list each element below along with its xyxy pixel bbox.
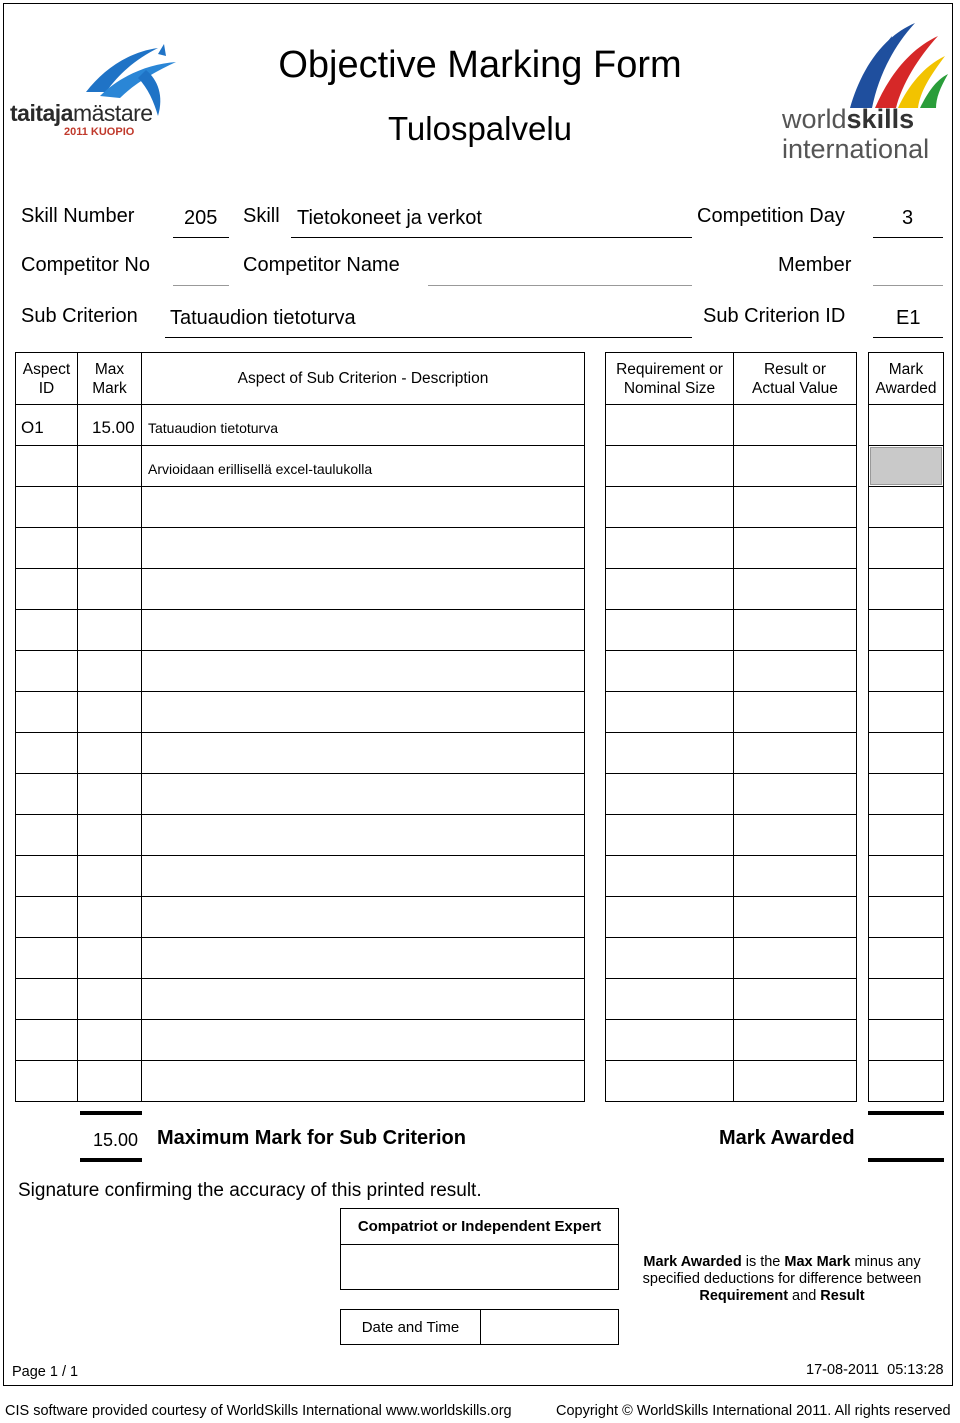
max-total-label: Maximum Mark for Sub Criterion: [157, 1127, 466, 1149]
aspect-id-cell: [15, 814, 78, 856]
worldskills-logo: [780, 18, 950, 168]
result-cell[interactable]: [733, 978, 857, 1020]
max-mark-cell: [77, 773, 142, 815]
competitor-no-underline[interactable]: [173, 285, 229, 286]
requirement-cell[interactable]: [605, 732, 734, 774]
aspect-id-cell: [15, 445, 78, 487]
skill-number-underline: [173, 237, 229, 238]
competitor-name-underline[interactable]: [428, 285, 692, 286]
date-label: Date and Time: [361, 1318, 460, 1336]
mark-awarded-topline: [868, 1111, 944, 1115]
result-cell[interactable]: [733, 527, 857, 569]
signature-text: Signature confirming the accuracy of this printed result.: [18, 1180, 482, 1201]
sub-criterion-id-label: Sub Criterion ID: [703, 305, 846, 327]
header-max-mark: Max Mark: [77, 352, 142, 405]
description-cell: [141, 855, 585, 897]
logo-skills: skills: [846, 104, 915, 134]
worldskills-logo-mark: [780, 18, 950, 113]
result-cell[interactable]: [733, 1060, 857, 1102]
mark-awarded-note: Mark Awarded is the Max Mark minus any specified deductions for difference between Requirement and Result: [642, 1254, 922, 1304]
mark-awarded-cell[interactable]: [868, 486, 944, 528]
sub-criterion-underline: [165, 337, 692, 338]
result-cell[interactable]: [733, 732, 857, 774]
mark-awarded-cell[interactable]: [868, 527, 944, 569]
sub-criterion-label: Sub Criterion: [21, 305, 138, 327]
aspect-id-cell: [15, 732, 78, 774]
mark-awarded-total-label: Mark Awarded: [719, 1127, 855, 1149]
max-mark-cell: [77, 568, 142, 610]
mark-awarded-cell[interactable]: [868, 568, 944, 610]
mark-awarded-cell[interactable]: [868, 404, 944, 446]
logo-text-a: taitaja: [10, 100, 73, 126]
mark-awarded-cell[interactable]: [868, 978, 944, 1020]
requirement-cell[interactable]: [605, 650, 734, 692]
logo-international: international: [782, 134, 930, 164]
mark-awarded-cell[interactable]: [868, 650, 944, 692]
max-mark-cell: [77, 896, 142, 938]
description-cell: [141, 814, 585, 856]
competitor-no-label: Competitor No: [21, 254, 150, 276]
mark-awarded-cell[interactable]: [868, 1019, 944, 1061]
member-label: Member: [778, 254, 852, 276]
aspect-id-cell: [15, 773, 78, 815]
aspect-id-cell: [15, 1019, 78, 1061]
date-field[interactable]: [480, 1309, 619, 1345]
requirement-cell[interactable]: [605, 1019, 734, 1061]
max-mark-cell: [77, 1019, 142, 1061]
description-cell: [141, 978, 585, 1020]
max-mark-cell: [77, 650, 142, 692]
sub-criterion-value[interactable]: Tatuaudion tietoturva: [170, 307, 356, 329]
sub-criterion-id-underline: [873, 337, 943, 338]
requirement-cell[interactable]: [605, 814, 734, 856]
result-cell[interactable]: [733, 855, 857, 897]
member-underline[interactable]: [873, 285, 943, 286]
requirement-cell[interactable]: [605, 978, 734, 1020]
description-cell: [141, 609, 585, 651]
aspect-id-cell: [15, 691, 78, 733]
footer-copyright: Copyright © WorldSkills International 2011. All rights reserved: [556, 1403, 951, 1419]
max-mark-cell: [77, 445, 142, 487]
description-cell: [141, 732, 585, 774]
aspect-id-cell: [15, 937, 78, 979]
mark-awarded-cell[interactable]: [868, 896, 944, 938]
aspect-id-cell: [15, 486, 78, 528]
max-total-value: 15.00: [93, 1130, 139, 1150]
skill-number-value[interactable]: 205: [184, 207, 218, 229]
mark-awarded-cell[interactable]: [868, 609, 944, 651]
mark-awarded-cell[interactable]: [868, 1060, 944, 1102]
result-cell[interactable]: [733, 650, 857, 692]
footer-courtesy: CIS software provided courtesy of WorldSkills International www.worldskills.org: [5, 1403, 512, 1419]
max-total-topline: [80, 1111, 142, 1115]
competition-day-value[interactable]: 3: [902, 207, 914, 229]
max-mark-cell: [77, 855, 142, 897]
aspect-id-cell: [15, 650, 78, 692]
requirement-cell[interactable]: [605, 896, 734, 938]
description-cell: [141, 691, 585, 733]
aspect-id-cell: [15, 609, 78, 651]
requirement-cell[interactable]: [605, 527, 734, 569]
max-mark-cell: [77, 937, 142, 979]
logo-subtext: 2011 KUOPIO: [64, 126, 135, 138]
requirement-cell[interactable]: [605, 937, 734, 979]
mark-awarded-cell[interactable]: [868, 691, 944, 733]
max-mark-cell: [77, 486, 142, 528]
aspect-id-cell: [15, 855, 78, 897]
header-mark-awarded: Mark Awarded: [868, 352, 944, 405]
requirement-cell[interactable]: [605, 404, 734, 446]
skill-label: Skill: [243, 205, 280, 227]
description-cell: [141, 1060, 585, 1102]
requirement-cell[interactable]: [605, 445, 734, 487]
mark-awarded-cell[interactable]: [868, 773, 944, 815]
max-mark-cell: [77, 732, 142, 774]
aspect-id-cell: [15, 978, 78, 1020]
result-cell[interactable]: [733, 691, 857, 733]
requirement-cell[interactable]: [605, 568, 734, 610]
competition-day-underline: [873, 237, 943, 238]
result-cell[interactable]: [733, 773, 857, 815]
requirement-cell[interactable]: [605, 773, 734, 815]
description-cell: [141, 486, 585, 528]
requirement-cell[interactable]: [605, 691, 734, 733]
description-cell: [141, 650, 585, 692]
header-description: Aspect of Sub Criterion - Description: [141, 352, 585, 405]
row-2-mark-awarded-shaded: [870, 447, 942, 485]
description-cell: [141, 937, 585, 979]
max-mark-cell: [77, 978, 142, 1020]
competition-day-label: Competition Day: [697, 205, 845, 227]
result-cell[interactable]: [733, 568, 857, 610]
result-cell[interactable]: [733, 609, 857, 651]
result-cell[interactable]: [733, 486, 857, 528]
expert-signature-field[interactable]: [340, 1244, 619, 1290]
logo-world: world: [782, 104, 847, 134]
requirement-cell[interactable]: [605, 855, 734, 897]
description-cell: [141, 896, 585, 938]
aspect-id-cell: [15, 568, 78, 610]
aspect-id-cell: [15, 527, 78, 569]
description-cell: [141, 1019, 585, 1061]
skill-value[interactable]: Tietokoneet ja verkot: [297, 207, 482, 229]
result-cell[interactable]: [733, 937, 857, 979]
mark-awarded-cell[interactable]: [868, 937, 944, 979]
max-mark-cell: [77, 1060, 142, 1102]
mark-awarded-cell[interactable]: [868, 855, 944, 897]
max-mark-cell: [77, 527, 142, 569]
page-subtitle: Tulospalvelu: [387, 110, 573, 147]
page-number: Page 1 / 1: [12, 1364, 79, 1380]
aspect-id-cell: [15, 1060, 78, 1102]
result-cell[interactable]: [733, 896, 857, 938]
requirement-cell[interactable]: [605, 1060, 734, 1102]
description-cell: [141, 527, 585, 569]
date-label-box: [340, 1309, 481, 1345]
skill-number-label: Skill Number: [21, 205, 135, 227]
requirement-cell[interactable]: [605, 609, 734, 651]
mark-awarded-cell[interactable]: [868, 814, 944, 856]
expert-label-box: [340, 1208, 619, 1245]
mark-awarded-bottomline: [868, 1158, 944, 1162]
row-1-aspect-id: O1: [21, 418, 44, 437]
logo-text-b: mästare: [72, 100, 153, 126]
description-cell: [141, 773, 585, 815]
header-aspect-id: Aspect ID: [15, 352, 78, 405]
row-1-max-mark: 15.00: [92, 418, 135, 437]
max-mark-cell: [77, 691, 142, 733]
max-total-bottomline: [80, 1158, 142, 1162]
aspect-id-cell: [15, 896, 78, 938]
result-cell[interactable]: [733, 814, 857, 856]
result-cell[interactable]: [733, 445, 857, 487]
page-title: Objective Marking Form: [278, 44, 682, 86]
row-2-description: Arvioidaan erillisellä excel-taulukolla: [148, 461, 373, 477]
mark-awarded-cell[interactable]: [868, 732, 944, 774]
row-1-description: Tatuaudion tietoturva: [148, 420, 278, 436]
description-cell: [141, 568, 585, 610]
header-result: Result or Actual Value: [733, 352, 857, 405]
print-timestamp: 17-08-2011 05:13:28: [806, 1362, 944, 1378]
skill-underline: [291, 237, 692, 238]
result-cell[interactable]: [733, 404, 857, 446]
competitor-name-label: Competitor Name: [243, 254, 400, 276]
expert-label: Compatriot or Independent Expert: [357, 1218, 602, 1235]
header-requirement: Requirement or Nominal Size: [605, 352, 734, 405]
result-cell[interactable]: [733, 1019, 857, 1061]
max-mark-cell: [77, 814, 142, 856]
requirement-cell[interactable]: [605, 486, 734, 528]
max-mark-cell: [77, 609, 142, 651]
sub-criterion-id-value[interactable]: E1: [896, 307, 921, 329]
